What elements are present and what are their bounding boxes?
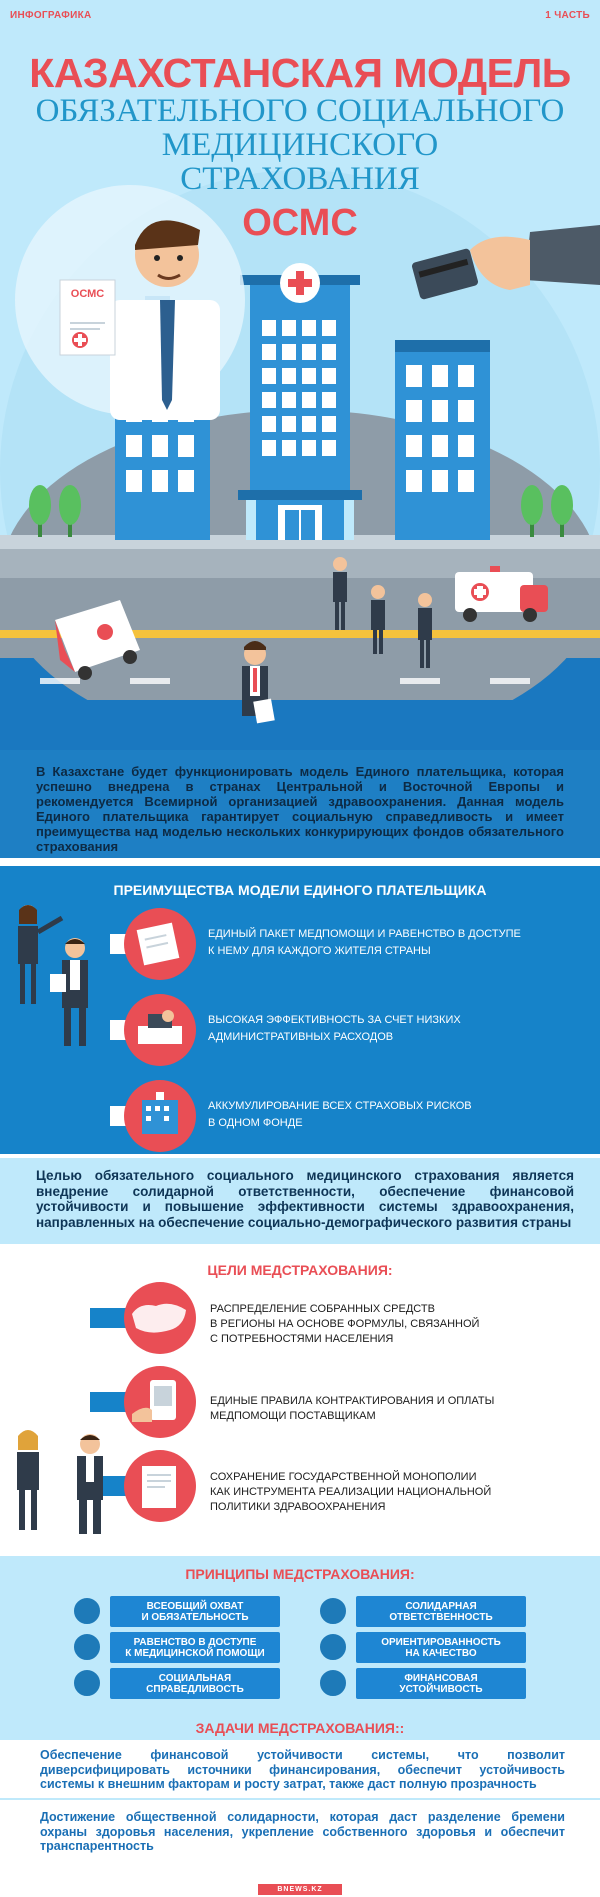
page-subtitle-line1: ОБЯЗАТЕЛЬНОГО СОЦИАЛЬНОГО: [35, 93, 565, 129]
principle-left-2-line1: РАВЕНСТВО В ДОСТУПЕ: [133, 1636, 257, 1648]
handshake-icon: [318, 1596, 348, 1626]
abbreviation-title: ОСМС: [242, 202, 358, 244]
task-divider: [0, 1798, 600, 1800]
goal-item-3-line1: СОХРАНЕНИЕ ГОСУДАРСТВЕННОЙ МОНОПОЛИИ: [210, 1471, 477, 1483]
intro-section: [0, 750, 600, 858]
principle-right-3: [356, 1668, 526, 1699]
principle-right-1-line1: СОЛИДАРНАЯ: [405, 1600, 477, 1612]
thumbs-up-icon: [318, 1632, 348, 1662]
principle-right-2: [356, 1632, 526, 1663]
hospital-building: [238, 263, 362, 540]
goal-item-3: [210, 1470, 550, 1515]
task-item-1: Обеспечение финансовой устойчивости системы, что позволит диверсифицировать источники финансирования, обеспечит устойчивость системы к внешним факторам и росту затрат, также даст полную прозрачность: [40, 1748, 565, 1791]
advantage-item-2: [208, 1012, 548, 1046]
goal-item-1-line2: В РЕГИОНЫ НА ОСНОВЕ ФОРМУЛЫ, СВЯЗАННОЙ: [210, 1318, 480, 1330]
principle-left-2-line2: К МЕДИЦИНСКОЙ ПОМОЩИ: [125, 1647, 265, 1659]
principle-left-1-line2: И ОБЯЗАТЕЛЬНОСТЬ: [141, 1611, 249, 1623]
principle-left-3-line2: СПРАВЕДЛИВОСТЬ: [146, 1683, 244, 1695]
goal-item-3-line3: ПОЛИТИКИ ЗДРАВООХРАНЕНИЯ: [210, 1501, 386, 1513]
goals-section: [0, 1244, 600, 1556]
hero-section: [0, 0, 600, 750]
advantage-item-2-line2: АДМИНИСТРАТИВНЫХ РАСХОДОВ: [208, 1031, 394, 1043]
tasks-title: ЗАДАЧИ МЕДСТРАХОВАНИЯ::: [195, 1720, 405, 1736]
advantage-item-1-line2: К НЕМУ ДЛЯ КАЖДОГО ЖИТЕЛЯ СТРАНЫ: [208, 945, 431, 957]
page-title: КАЗАХСТАНСКАЯ МОДЕЛЬ: [29, 50, 571, 96]
principle-left-1-line1: ВСЕОБЩИЙ ОХВАТ: [146, 1600, 244, 1612]
principle-left-3: [110, 1668, 280, 1699]
advantage-item-2-graphic: [110, 994, 196, 1066]
goal-item-1: [210, 1302, 550, 1347]
advantage-item-3-graphic: [110, 1080, 196, 1152]
goal-statement-text: Целью обязательного социального медицинского страхования является внедрение солидарной ответственности, обеспечение финансовой устойчивости и повышение эффективности системы здравоохранения, направленных на обеспечение социально-демографического развития страны: [36, 1168, 574, 1230]
goal-item-1-line1: РАСПРЕДЕЛЕНИЕ СОБРАННЫХ СРЕДСТВ: [210, 1303, 435, 1315]
goal-item-3-graphic: [90, 1450, 196, 1522]
person-icon: [72, 1668, 102, 1698]
page-subtitle-line2: МЕДИЦИНСКОГО: [161, 127, 439, 163]
principle-right-3-line2: УСТОЙЧИВОСТЬ: [399, 1683, 483, 1695]
goal-item-2-line2: МЕДПОМОЩИ ПОСТАВЩИКАМ: [210, 1410, 376, 1422]
principle-right-2-line1: ОРИЕНТИРОВАННОСТЬ: [381, 1636, 501, 1648]
part-label: 1 ЧАСТЬ: [545, 10, 590, 21]
principles-section: [0, 1556, 600, 1740]
principle-right-2-line2: НА КАЧЕСТВО: [405, 1647, 477, 1659]
principle-right-3-line1: ФИНАНСОВАЯ: [404, 1672, 478, 1684]
goal-item-2: [210, 1394, 550, 1424]
goal-item-1-line3: С ПОТРЕБНОСТЯМИ НАСЕЛЕНИЯ: [210, 1333, 394, 1345]
principle-left-3-line1: СОЦИАЛЬНАЯ: [158, 1672, 232, 1684]
infographic-label: ИНФОГРАФИКА: [10, 10, 92, 21]
tasks-section: [0, 1740, 600, 1897]
document-label: ОСМС: [70, 288, 105, 300]
task-item-2: Достижение общественной солидарности, которая даст разделение бремени охраны здоровья населения, укрепление собственного здоровья и обеспечит транспарентность: [40, 1810, 565, 1853]
coins-icon: [318, 1668, 348, 1698]
principle-left-1: [110, 1596, 280, 1627]
goals-title: ЦЕЛИ МЕДСТРАХОВАНИЯ:: [207, 1262, 393, 1278]
goal-item-2-line1: ЕДИНЫЕ ПРАВИЛА КОНТРАКТИРОВАНИЯ И ОПЛАТЫ: [210, 1395, 495, 1407]
advantage-item-1: [208, 926, 548, 960]
principle-right-1-line2: ОТВЕТСТВЕННОСТЬ: [389, 1611, 493, 1623]
advantage-item-3-line1: АККУМУЛИРОВАНИЕ ВСЕХ СТРАХОВЫХ РИСКОВ: [208, 1100, 472, 1112]
people-icon: [72, 1596, 102, 1626]
advantages-section: [0, 866, 600, 1154]
advantage-item-2-line1: ВЫСОКАЯ ЭФФЕКТИВНОСТЬ ЗА СЧЕТ НИЗКИХ: [208, 1014, 461, 1026]
goal-item-1-graphic: [90, 1282, 196, 1354]
goal-item-3-line2: КАК ИНСТРУМЕНТА РЕАЛИЗАЦИИ НАЦИОНАЛЬНОЙ: [210, 1486, 492, 1498]
medkit-icon: [72, 1632, 102, 1662]
principle-right-1: [356, 1596, 526, 1627]
goal-statement-section: [0, 1158, 600, 1244]
advantages-title: ПРЕИМУЩЕСТВА МОДЕЛИ ЕДИНОГО ПЛАТЕЛЬЩИКА: [113, 882, 487, 898]
principles-title: ПРИНЦИПЫ МЕДСТРАХОВАНИЯ:: [185, 1566, 415, 1582]
right-building: [395, 340, 490, 540]
advantage-item-1-line1: ЕДИНЫЙ ПАКЕТ МЕДПОМОЩИ И РАВЕНСТВО В ДОСТУПЕ: [208, 928, 521, 940]
advantage-item-1-graphic: [110, 908, 196, 980]
advantage-item-3-line2: В ОДНОМ ФОНДЕ: [208, 1117, 303, 1129]
footer-logo: BNEWS.KZ: [258, 1884, 342, 1895]
principle-left-2: [110, 1632, 280, 1663]
page-subtitle-line3: СТРАХОВАНИЯ: [180, 161, 420, 197]
advantage-item-3: [208, 1098, 548, 1132]
intro-text: В Казахстане будет функционировать модель Единого плательщика, которая успешно внедрена в странах Центральной и Восточной Европы и рекомендуется Всемирной организацией здравоохранения. Данная модель Единого плательщика гарантирует социальную справедливость и имеет преимущества над моделью нескольких конкурирующих фондов обязательного страхования: [36, 764, 564, 854]
goal-item-2-graphic: [90, 1366, 196, 1438]
